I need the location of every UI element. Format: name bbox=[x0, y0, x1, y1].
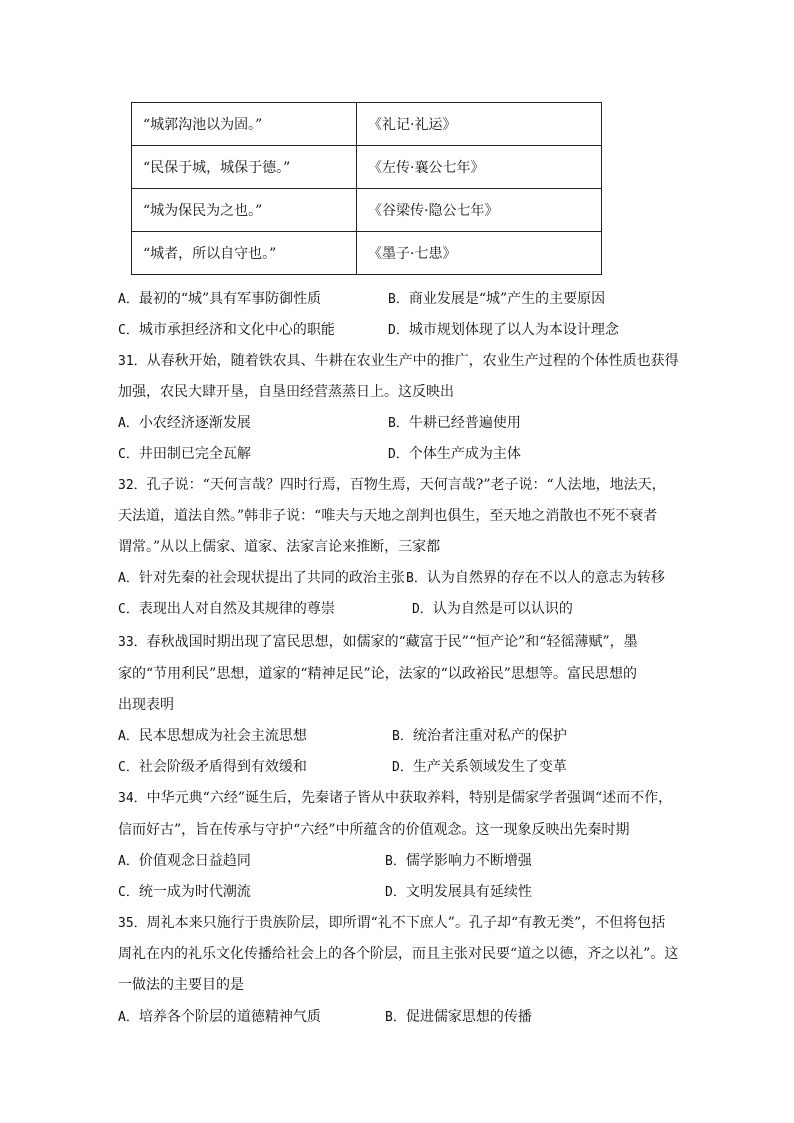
q31-option-d: D．个体生产成为主体 bbox=[388, 446, 521, 462]
q35-option-b: B．促进儒家思想的传播 bbox=[385, 1009, 532, 1025]
table-row bbox=[132, 103, 602, 146]
source-cell: 《墨子·七患》 bbox=[357, 232, 602, 275]
q32-option-d: D．认为自然是可以认识的 bbox=[412, 601, 573, 617]
quote-cell: “民保于城，城保于德。” bbox=[132, 146, 357, 189]
q35-option-a: A．培养各个阶层的道德精神气质 bbox=[118, 1009, 321, 1025]
q34-option-d: D．文明发展具有延续性 bbox=[385, 884, 532, 900]
q34-option-c: C．统一成为时代潮流 bbox=[118, 884, 251, 900]
q31-option-a: A．小农经济逐渐发展 bbox=[118, 415, 251, 431]
quote-cell: “城郭沟池以为固。” bbox=[132, 103, 357, 146]
q35-stem-line: 一做法的主要目的是 bbox=[118, 977, 244, 993]
source-cell: 《谷梁传·隐公七年》 bbox=[357, 189, 602, 232]
quote-cell: “城者，所以自守也。” bbox=[132, 232, 357, 275]
q30-option-a: A．最初的“城”具有军事防御性质 bbox=[118, 291, 322, 307]
table-row bbox=[132, 232, 602, 275]
table-row bbox=[132, 189, 602, 232]
q33-option-b: B．统治者注重对私产的保护 bbox=[392, 728, 567, 744]
q33-option-d: D．生产关系领域发生了变革 bbox=[392, 759, 567, 775]
q34-stem-line: 信而好古”，旨在传承与守护“六经”中所蕴含的价值观念。这一现象反映出先秦时期 bbox=[118, 822, 630, 838]
source-cell: 《左传·襄公七年》 bbox=[357, 146, 602, 189]
q30-option-d: D．城市规划体现了以人为本设计理念 bbox=[388, 322, 619, 338]
q31-option-c: C．井田制已完全瓦解 bbox=[118, 446, 251, 462]
q32-option-a: A．针对先秦的社会现状提出了共同的政治主张 bbox=[118, 570, 405, 586]
quote-cell: “城为保民为之也。” bbox=[132, 189, 357, 232]
q31-option-b: B．牛耕已经普遍使用 bbox=[388, 415, 521, 431]
q33-stem-line: 33．春秋战国时期出现了富民思想，如儒家的“藏富于民”“恒产论”和“轻徭薄赋”，墨 bbox=[118, 634, 638, 650]
q32-option-c: C．表现出人对自然及其规律的尊崇 bbox=[118, 601, 335, 617]
q31-stem-line: 31．从春秋开始，随着铁农具、牛耕在农业生产中的推广，农业生产过程的个体性质也获得 bbox=[118, 353, 679, 369]
quote-table bbox=[131, 102, 602, 275]
q35-stem-line: 周礼在内的礼乐文化传播给社会上的各个阶层，而且主张对民要“道之以德，齐之以礼”。这 bbox=[118, 946, 679, 962]
q34-stem-line: 34．中华元典“六经”诞生后，先秦诸子皆从中获取养料，特别是儒家学者强调“述而不作， bbox=[118, 790, 673, 806]
q34-option-a: A．价值观念日益趋同 bbox=[118, 853, 251, 869]
q33-stem-line: 家的“节用利民”思想，道家的“精神足民”论，法家的“以政裕民”思想等。富民思想的 bbox=[118, 666, 637, 682]
q31-stem-line: 加强，农民大肆开垦，自垦田经营蒸蒸日上。这反映出 bbox=[118, 384, 454, 400]
q32-stem-line: 天法道，道法自然。”韩非子说：“唯夫与天地之剖判也俱生，至天地之消散也不死不衰者 bbox=[118, 508, 658, 524]
table-row bbox=[132, 146, 602, 189]
q33-stem-line: 出现表明 bbox=[118, 697, 174, 713]
q35-stem-line: 35．周礼本来只施行于贵族阶层，即所谓“礼不下庶人”。孔子却“有教无类”，不但将包括 bbox=[118, 915, 666, 931]
q30-option-b: B．商业发展是“城”产生的主要原因 bbox=[388, 291, 606, 307]
q33-option-c: C．社会阶级矛盾得到有效缓和 bbox=[118, 759, 307, 775]
source-cell: 《礼记·礼运》 bbox=[357, 103, 602, 146]
q33-option-a: A．民本思想成为社会主流思想 bbox=[118, 728, 307, 744]
q30-option-c: C．城市承担经济和文化中心的职能 bbox=[118, 322, 335, 338]
q34-option-b: B．儒学影响力不断增强 bbox=[385, 853, 532, 869]
q32-stem-line: 32．孔子说：“天何言哉？四时行焉，百物生焉，天何言哉?”老子说：“人法地，地法天， bbox=[118, 477, 666, 493]
q32-option-b: B．认为自然界的存在不以人的意志为转移 bbox=[406, 570, 665, 586]
q32-stem-line: 谓常。”从以上儒家、道家、法家言论来推断，三家都 bbox=[118, 539, 441, 555]
